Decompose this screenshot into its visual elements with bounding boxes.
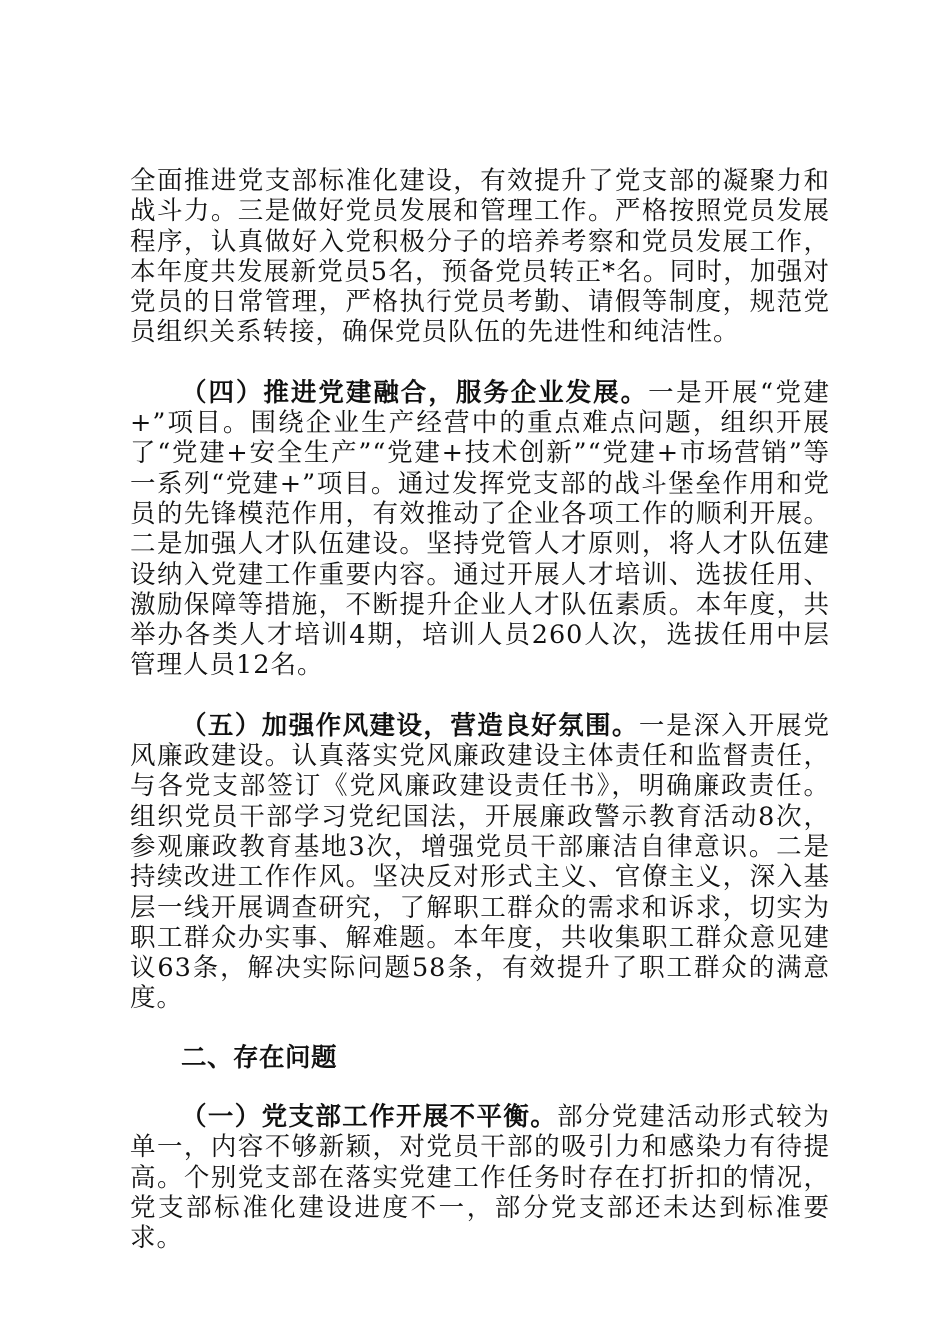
paragraph-unbalanced-work (130, 1102, 830, 1253)
paragraph-work-style-building (130, 711, 830, 1014)
paragraph-text: 全面推进党支部标准化建设，有效提升了党支部的凝聚力和战斗力。三是做好党员发展和管理工作。严格按照党员发展程序，认真做好入党积极分子的培养考察和党员发展工作，本年度共发展新党员5名，预备党员转正*名。同时，加强对党员的日常管理，严格执行党员考勤、请假等制度，规范党员组织关系转接，确保党员队伍的先进性和纯洁性。 (130, 166, 830, 348)
paragraph-lead-heading: （四）推进党建融合，服务企业发展。 (181, 377, 649, 408)
paragraph-text: 一是开展“党建+”项目。围绕企业生产经营中的重点难点问题，组织开展了“党建+安全生产”“党建+技术创新”“党建+市场营销”等一系列“党建+”项目。通过发挥党支部的战斗堡垒作用和党员的先锋模范作用，有效推动了企业各项工作的顺利开展。二是加强人才队伍建设。坚持党管人才原则，将人才队伍建设纳入党建工作重要内容。通过开展人才培训、选拔任用、激励保障等措施，不断提升企业人才队伍素质。本年度，共举办各类人才培训4期，培训人员260人次，选拔任用中层管理人员12名。 (130, 377, 830, 681)
paragraph-lead-heading: （五）加强作风建设，营造良好氛围。 (181, 710, 639, 741)
paragraph-party-building-integration (130, 378, 830, 681)
paragraph-text: 一是深入开展党风廉政建设。认真落实党风廉政建设主体责任和监督责任，与各党支部签订《党风廉政建设责任书》，明确廉政责任。组织党员干部学习党纪国法，开展廉政警示教育活动8次，参观廉政教育基地3次，增强党员干部廉洁自律意识。二是持续改进工作作风。坚决反对形式主义、官僚主义，深入基层一线开展调查研究，了解职工群众的需求和诉求，切实为职工群众办实事、解难题。本年度，共收集职工群众意见建议63条，解决实际问题58条，有效提升了职工群众的满意度。 (130, 710, 830, 1014)
paragraph-text: 部分党建活动形式较为单一，内容不够新颖，对党员干部的吸引力和感染力有待提高。个别党支部在落实党建工作任务时存在打折扣的情况，党支部标准化建设进度不一，部分党支部还未达到标准要求。 (130, 1102, 830, 1254)
paragraph-lead-heading: （一）党支部工作开展不平衡。 (181, 1102, 558, 1133)
paragraph-party-member-management (130, 166, 830, 348)
section-heading: 二、存在问题 (181, 1042, 338, 1073)
